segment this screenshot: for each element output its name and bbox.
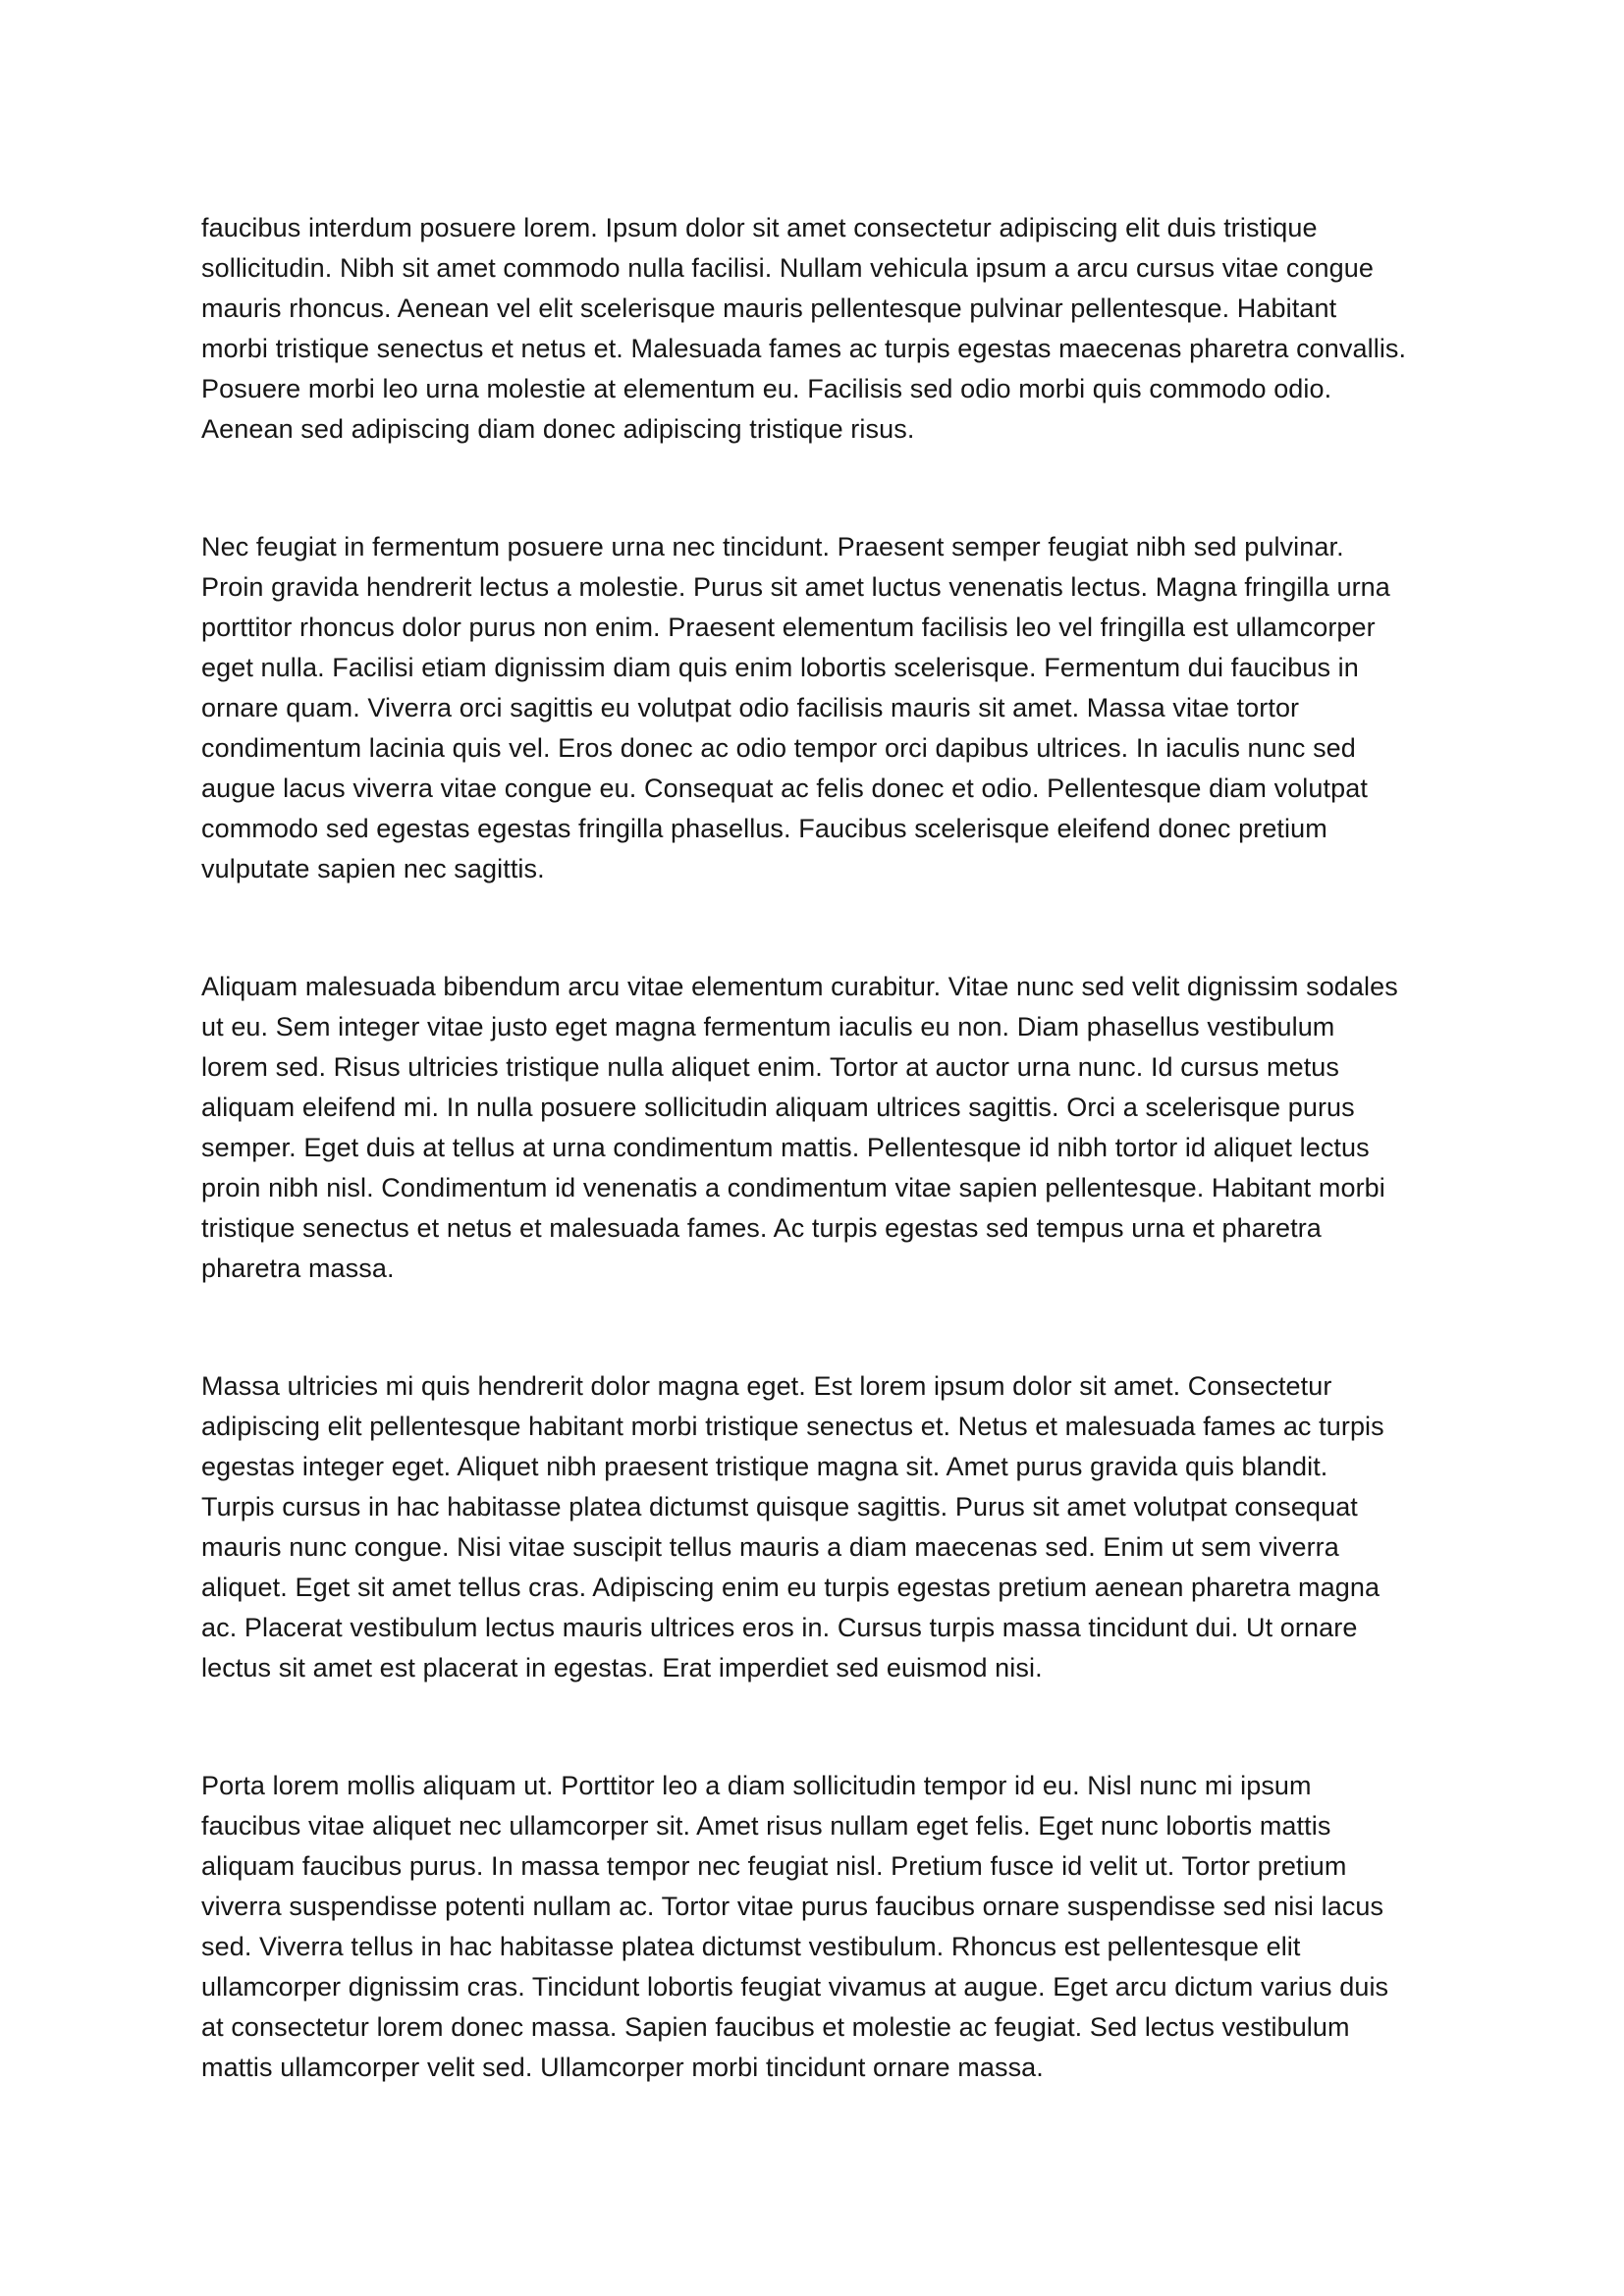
text-line: adipiscing elit pellentesque habitant morbi tristique senectus et. Netus et malesuada fames ac turpis: [201, 1412, 1384, 1441]
text-line: ac. Placerat vestibulum lectus mauris ultrices eros in. Cursus turpis massa tincidunt dui. Ut ornare: [201, 1613, 1358, 1642]
text-line: aliquet. Eget sit amet tellus cras. Adipiscing enim eu turpis egestas pretium aenean pharetra magna: [201, 1573, 1380, 1602]
text-line: Aenean sed adipiscing diam donec adipiscing tristique risus.: [201, 414, 915, 444]
text-line: viverra suspendisse potenti nullam ac. Tortor vitae purus faucibus ornare suspendisse sed nisi lacus: [201, 1892, 1384, 1921]
text-line: egestas integer eget. Aliquet nibh praesent tristique magna sit. Amet purus gravida quis blandit.: [201, 1452, 1328, 1481]
text-line: ornare quam. Viverra orci sagittis eu volutpat odio facilisis mauris sit amet. Massa vitae tortor: [201, 693, 1300, 722]
text-line: sed. Viverra tellus in hac habitasse platea dictumst vestibulum. Rhoncus est pellentesque elit: [201, 1932, 1301, 1961]
text-line: mattis ullamcorper velit sed. Ullamcorper morbi tincidunt ornare massa.: [201, 2053, 1044, 2082]
paragraph-4: [201, 1366, 1478, 1688]
paragraph-5: [201, 1766, 1478, 2088]
text-line: ut eu. Sem integer vitae justo eget magna fermentum iaculis eu non. Diam phasellus vestibulum: [201, 1012, 1335, 1041]
text-line: Porta lorem mollis aliquam ut. Porttitor leo a diam sollicitudin tempor id eu. Nisl nunc mi ipsum: [201, 1771, 1312, 1800]
text-line: Nec feugiat in fermentum posuere urna nec tincidunt. Praesent semper feugiat nibh sed pulvinar.: [201, 532, 1344, 561]
text-line: tristique senectus et netus et malesuada fames. Ac turpis egestas sed tempus urna et pharetra: [201, 1213, 1322, 1243]
paragraph-1: [201, 208, 1478, 450]
text-line: mauris rhoncus. Aenean vel elit scelerisque mauris pellentesque pulvinar pellentesque. Habitant: [201, 294, 1337, 323]
text-line: condimentum lacinia quis vel. Eros donec ac odio tempor orci dapibus ultrices. In iaculis nunc sed: [201, 733, 1356, 763]
text-line: morbi tristique senectus et netus et. Malesuada fames ac turpis egestas maecenas pharetra convallis.: [201, 334, 1407, 363]
document-content: [201, 208, 1478, 2088]
text-line: eget nulla. Facilisi etiam dignissim diam quis enim lobortis scelerisque. Fermentum dui faucibus in: [201, 653, 1359, 682]
text-line: sollicitudin. Nibh sit amet commodo nulla facilisi. Nullam vehicula ipsum a arcu cursus vitae congue: [201, 253, 1375, 283]
text-line: augue lacus viverra vitae congue eu. Consequat ac felis donec et odio. Pellentesque diam volutpat: [201, 774, 1368, 803]
text-line: Proin gravida hendrerit lectus a molestie. Purus sit amet luctus venenatis lectus. Magna fringilla urna: [201, 572, 1390, 602]
text-line: porttitor rhoncus dolor purus non enim. Praesent elementum facilisis leo vel fringilla est ullamcorper: [201, 613, 1376, 642]
text-line: Massa ultricies mi quis hendrerit dolor magna eget. Est lorem ipsum dolor sit amet. Consectetur: [201, 1371, 1332, 1401]
text-line: pharetra massa.: [201, 1254, 395, 1283]
text-line: ullamcorper dignissim cras. Tincidunt lobortis feugiat vivamus at augue. Eget arcu dictum varius duis: [201, 1972, 1389, 2002]
paragraph-3: [201, 967, 1478, 1289]
text-line: at consectetur lorem donec massa. Sapien faucibus et molestie ac feugiat. Sed lectus vestibulum: [201, 2012, 1350, 2042]
text-line: lectus sit amet est placerat in egestas. Erat imperdiet sed euismod nisi.: [201, 1653, 1043, 1682]
text-line: aliquam eleifend mi. In nulla posuere sollicitudin aliquam ultrices sagittis. Orci a scelerisque purus: [201, 1093, 1355, 1122]
text-line: Aliquam malesuada bibendum arcu vitae elementum curabitur. Vitae nunc sed velit dignissim sodales: [201, 972, 1398, 1001]
text-line: lorem sed. Risus ultricies tristique nulla aliquet enim. Tortor at auctor urna nunc. Id cursus metus: [201, 1052, 1340, 1082]
text-line: Turpis cursus in hac habitasse platea dictumst quisque sagittis. Purus sit amet volutpat consequat: [201, 1492, 1358, 1522]
text-line: aliquam faucibus purus. In massa tempor nec feugiat nisl. Pretium fusce id velit ut. Tortor pretium: [201, 1851, 1347, 1881]
text-line: semper. Eget duis at tellus at urna condimentum mattis. Pellentesque id nibh tortor id aliquet lectus: [201, 1133, 1370, 1162]
text-line: faucibus vitae aliquet nec ullamcorper sit. Amet risus nullam eget felis. Eget nunc lobortis mattis: [201, 1811, 1331, 1841]
text-line: Posuere morbi leo urna molestie at elementum eu. Facilisis sed odio morbi quis commodo odio.: [201, 374, 1332, 403]
paragraph-2: [201, 527, 1478, 889]
text-line: commodo sed egestas egestas fringilla phasellus. Faucibus scelerisque eleifend donec pretium: [201, 814, 1327, 843]
text-line: vulputate sapien nec sagittis.: [201, 854, 545, 883]
text-line: proin nibh nisl. Condimentum id venenatis a condimentum vitae sapien pellentesque. Habitant morbi: [201, 1173, 1385, 1202]
text-line: mauris nunc congue. Nisi vitae suscipit tellus mauris a diam maecenas sed. Enim ut sem viverra: [201, 1532, 1339, 1562]
text-line: faucibus interdum posuere lorem. Ipsum dolor sit amet consectetur adipiscing elit duis tristique: [201, 213, 1318, 242]
